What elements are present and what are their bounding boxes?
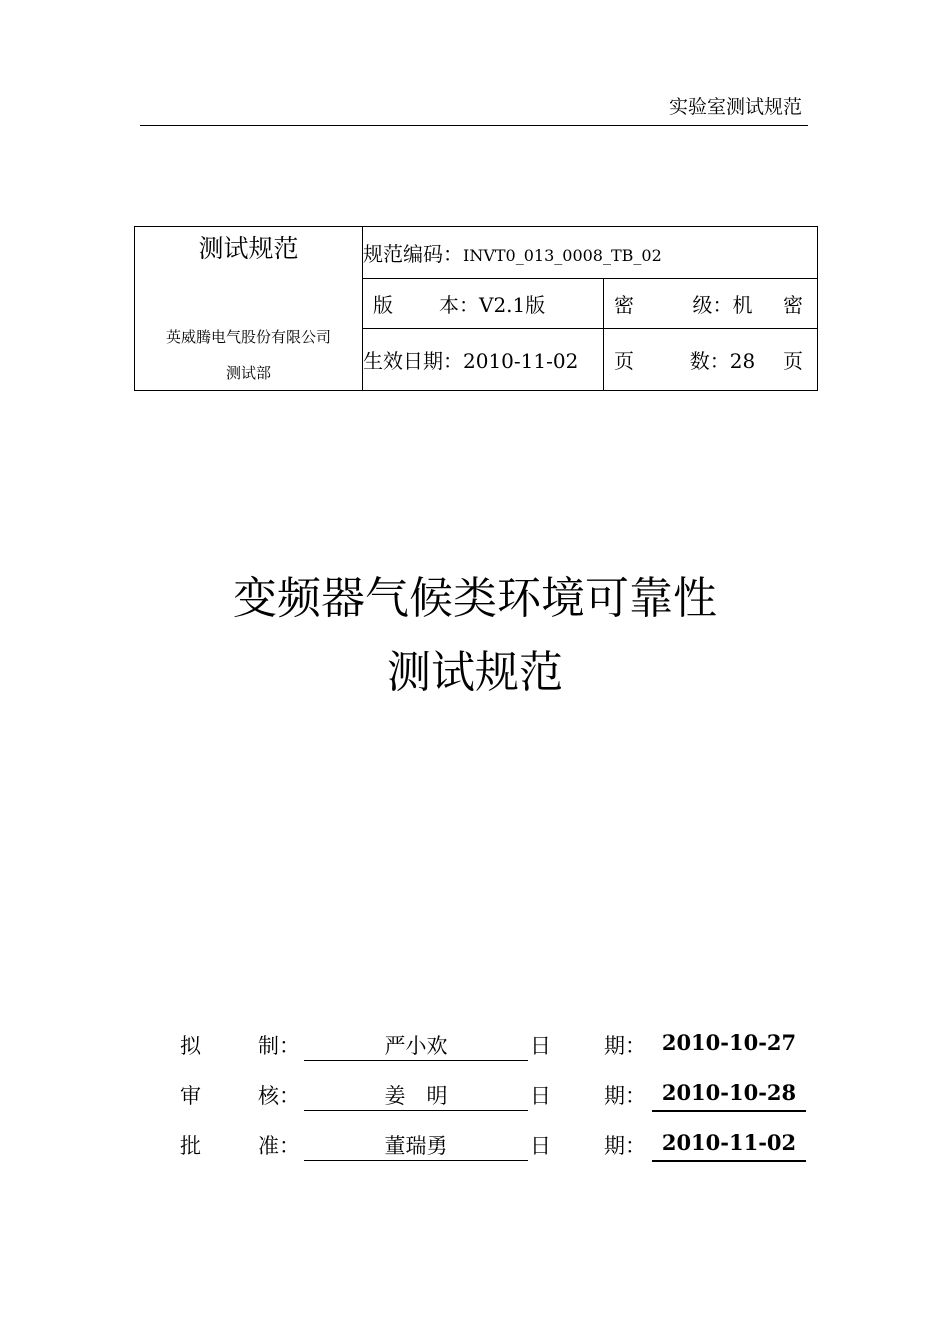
main-title-line1: 变频器气候类环境可靠性	[233, 573, 717, 624]
date-label-b: 期：	[604, 1084, 646, 1108]
header-rule	[140, 125, 808, 126]
date-label-b: 期：	[604, 1134, 646, 1158]
pages-label-b: 数：28	[689, 349, 756, 373]
secrecy-label-b: 级：机	[692, 293, 753, 317]
date-label-a: 日	[530, 1084, 551, 1108]
version-cell	[363, 279, 604, 329]
spec-code-label: 规范编码：	[363, 242, 463, 266]
secrecy-label-c: 密	[783, 293, 803, 317]
spec-code-cell	[363, 227, 818, 279]
header-title: 实验室测试规范	[668, 96, 802, 118]
document-info-table	[134, 226, 818, 391]
secrecy-label-a: 密	[614, 293, 634, 317]
role-label-b: 制：	[258, 1034, 300, 1058]
role-label-a: 拟	[180, 1034, 201, 1058]
page-count-cell	[604, 329, 818, 391]
effective-date-cell	[363, 329, 604, 391]
role-label-a: 审	[180, 1084, 201, 1108]
version-label-a: 版	[373, 293, 393, 317]
signer-name: 姜 明	[304, 1080, 528, 1111]
pages-label-a: 页	[614, 349, 634, 373]
info-left-cell	[135, 227, 363, 391]
main-title-line2: 测试规范	[387, 647, 563, 698]
date-label-a: 日	[530, 1034, 551, 1058]
role-label-a: 批	[180, 1134, 201, 1158]
company-name: 英威腾电气股份有限公司	[165, 328, 331, 346]
pages-label-c: 页	[782, 349, 803, 373]
signer-name: 董瑞勇	[304, 1130, 528, 1161]
secrecy-cell	[604, 279, 818, 329]
signature-date: 2010-11-02	[652, 1130, 806, 1162]
date-label-b: 期：	[604, 1034, 646, 1058]
role-label-b: 准：	[258, 1134, 300, 1158]
spec-type-title: 测试规范	[198, 234, 299, 263]
signature-date: 2010-10-28	[652, 1080, 806, 1112]
date-label-a: 日	[530, 1134, 551, 1158]
effective-date: 生效日期：2010-11-02	[363, 349, 579, 373]
signature-date: 2010-10-27	[661, 1030, 797, 1055]
spec-code-value: INVT0_013_0008_TB_02	[463, 246, 662, 265]
department-name: 测试部	[225, 364, 271, 382]
version-label-b: 本：V2.1版	[439, 293, 546, 317]
signer-name: 严小欢	[304, 1030, 528, 1061]
role-label-b: 核：	[258, 1084, 300, 1108]
